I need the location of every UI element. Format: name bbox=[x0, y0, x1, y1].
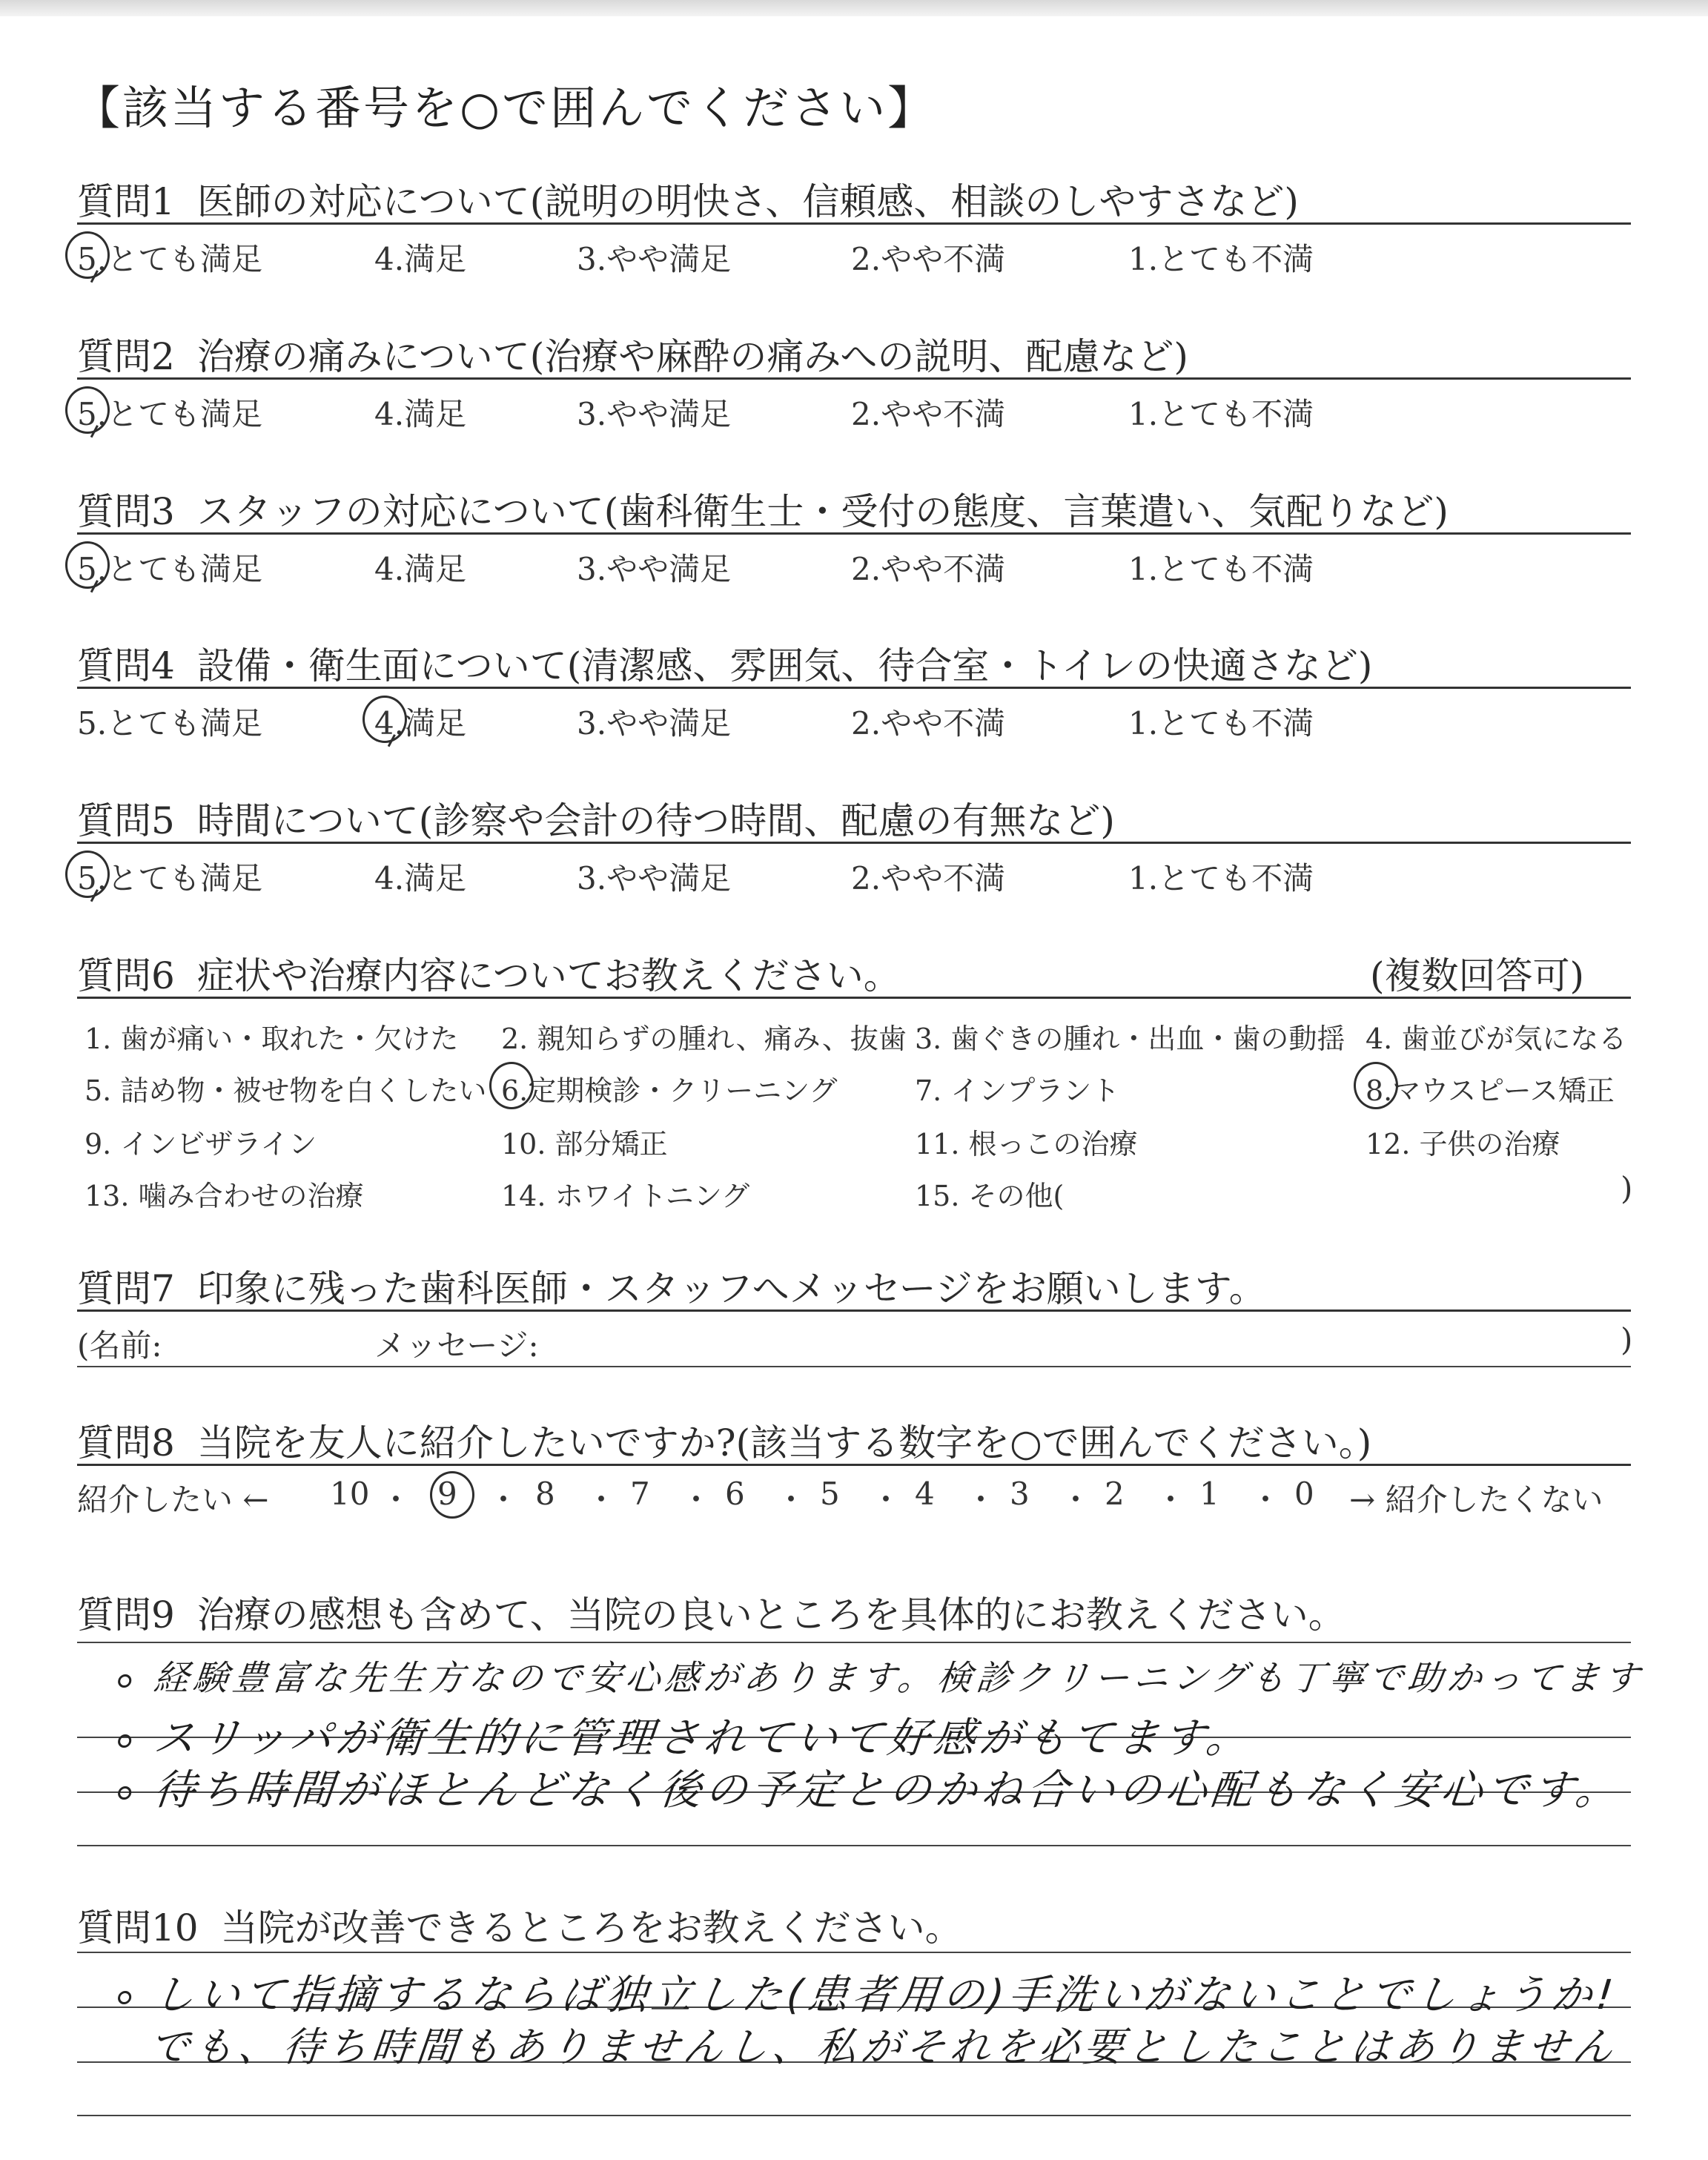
question-heading bbox=[77, 327, 1188, 380]
score-separator: ・ bbox=[380, 1482, 412, 1518]
score-separator: ・ bbox=[488, 1482, 520, 1518]
symptom-option[interactable]: 12. 子供の治療 bbox=[1366, 1128, 1560, 1160]
symptom-option[interactable]: 10. 部分矯正 bbox=[501, 1128, 668, 1160]
rating-option[interactable]: 1.とても不満 bbox=[1128, 860, 1314, 896]
question-number: 質問9 bbox=[77, 1593, 175, 1636]
selection-circle bbox=[1354, 1062, 1398, 1109]
rating-option[interactable]: 3.やや満足 bbox=[577, 860, 732, 896]
other-close-paren: ) bbox=[1621, 1170, 1633, 1206]
recommend-score[interactable]: 8 bbox=[535, 1476, 555, 1512]
question-underline bbox=[77, 532, 1631, 535]
question-heading bbox=[77, 1259, 1266, 1312]
question-number: 質問2 bbox=[77, 335, 175, 378]
selection-circle bbox=[430, 1471, 474, 1519]
question-number: 質問7 bbox=[77, 1267, 175, 1310]
rating-option[interactable]: 5.とても満足 bbox=[77, 241, 263, 277]
handwritten-answer bbox=[116, 2015, 1621, 2073]
recommend-score[interactable]: 9 bbox=[437, 1476, 457, 1512]
question-heading bbox=[77, 1898, 962, 1952]
question-number: 質問5 bbox=[77, 799, 175, 842]
rating-option[interactable]: 3.やや満足 bbox=[577, 396, 732, 432]
recommend-score[interactable]: 5 bbox=[820, 1476, 840, 1512]
score-separator: ・ bbox=[586, 1482, 618, 1518]
symptom-option[interactable]: 9. インビザライン bbox=[85, 1128, 317, 1160]
question-text: 当院を友人に紹介したいですか?(該当する数字を○で囲んでください。) bbox=[196, 1421, 1372, 1464]
symptom-option[interactable]: 8.マウスピース矯正 bbox=[1366, 1074, 1615, 1107]
handwritten-answer bbox=[116, 1962, 1621, 2021]
answer-line bbox=[77, 1642, 1631, 1643]
rating-option[interactable]: 2.やや不満 bbox=[851, 551, 1006, 587]
question-text: 症状や治療内容についてお教えください。 bbox=[196, 954, 901, 997]
rating-option[interactable]: 2.やや不満 bbox=[851, 860, 1006, 896]
selection-circle bbox=[363, 696, 407, 743]
question-text: 設備・衛生面について(清潔感、雰囲気、待合室・トイレの快適さなど) bbox=[196, 644, 1373, 687]
score-separator: ・ bbox=[870, 1482, 902, 1518]
answer-text: しいて指摘するならば独立した(患者用の)手洗いがないことでしょうか! bbox=[151, 1971, 1620, 2018]
recommend-score[interactable]: 1 bbox=[1199, 1476, 1219, 1512]
bullet-dot bbox=[117, 1734, 132, 1748]
selection-circle bbox=[65, 851, 110, 898]
answer-line bbox=[77, 1952, 1631, 1953]
rating-option[interactable]: 2.やや不満 bbox=[851, 241, 1006, 277]
question-text: 治療の感想も含めて、当院の良いところを具体的にお教えください。 bbox=[196, 1593, 1345, 1636]
rating-option[interactable]: 1.とても不満 bbox=[1128, 705, 1314, 742]
multiple-answer-note: (複数回答可) bbox=[1370, 954, 1585, 997]
symptom-option[interactable]: 7. インプラント bbox=[915, 1074, 1120, 1107]
symptom-option[interactable]: 6.定期検診・クリーニング bbox=[501, 1074, 838, 1107]
handwritten-answer bbox=[116, 1651, 1646, 1700]
rating-option[interactable]: 2.やや不満 bbox=[851, 396, 1006, 432]
answer-text: でも、待ち時間もありませんし、私がそれを必要としたことはありません bbox=[147, 2024, 1620, 2070]
question-text: スタッフの対応について(歯科衛生士・受付の態度、言葉遣い、気配りなど) bbox=[196, 490, 1449, 533]
selection-circle bbox=[489, 1062, 534, 1109]
rating-option[interactable]: 5.とても満足 bbox=[77, 860, 263, 896]
symptom-option[interactable]: 1. 歯が痛い・取れた・欠けた bbox=[85, 1023, 459, 1055]
rating-option[interactable]: 3.やや満足 bbox=[577, 551, 732, 587]
question-heading bbox=[77, 172, 1299, 225]
question-heading bbox=[77, 791, 1115, 845]
recommend-left-label: 紹介したい ← bbox=[77, 1482, 269, 1518]
question-text: 治療の痛みについて(治療や麻酔の痛みへの説明、配慮など) bbox=[196, 335, 1188, 378]
message-label: メッセージ: bbox=[374, 1327, 539, 1364]
question-heading bbox=[77, 1585, 1345, 1639]
rating-option[interactable]: 3.やや満足 bbox=[577, 241, 732, 277]
rating-option[interactable]: 5.とても満足 bbox=[77, 396, 263, 432]
rating-option[interactable]: 4.満足 bbox=[374, 396, 467, 432]
symptom-option[interactable]: 15. その他( bbox=[915, 1180, 1065, 1212]
selection-circle bbox=[65, 231, 110, 279]
page-title: 【該当する番号を○で囲んでください】 bbox=[74, 81, 936, 135]
symptom-option[interactable]: 13. 噛み合わせの治療 bbox=[85, 1180, 364, 1212]
question-underline bbox=[77, 1309, 1631, 1312]
question-heading bbox=[77, 482, 1449, 535]
answer-line bbox=[77, 1845, 1631, 1846]
answer-text: スリッパが衛生的に管理されていて好感がもてます。 bbox=[151, 1714, 1255, 1763]
question-text: 当院が改善できるところをお教えください。 bbox=[220, 1906, 962, 1949]
question-heading bbox=[77, 946, 901, 1000]
answer-line bbox=[77, 2115, 1631, 2116]
rating-option[interactable]: 4.満足 bbox=[374, 551, 467, 587]
question-number: 質問8 bbox=[77, 1421, 175, 1464]
selection-circle bbox=[65, 541, 110, 589]
answer-text: 待ち時間がほとんどなく後の予定とのかね合いの心配もなく安心です。 bbox=[151, 1766, 1624, 1814]
score-separator: ・ bbox=[681, 1482, 712, 1518]
question-underline bbox=[77, 997, 1631, 999]
selection-circle bbox=[65, 386, 110, 434]
recommend-score[interactable]: 6 bbox=[725, 1476, 745, 1512]
rating-option[interactable]: 5.とても満足 bbox=[77, 705, 263, 742]
message-close-paren: ) bbox=[1621, 1321, 1633, 1358]
symptom-option[interactable]: 14. ホワイトニング bbox=[501, 1180, 750, 1212]
rating-option[interactable]: 3.やや満足 bbox=[577, 705, 732, 742]
answer-text: 経験豊富な先生方なので安心感があります。検診クリーニングも丁寧で助かってます bbox=[151, 1658, 1646, 1699]
recommend-score[interactable]: 2 bbox=[1105, 1476, 1125, 1512]
recommend-score[interactable]: 0 bbox=[1294, 1476, 1314, 1512]
rating-option[interactable]: 1.とても不満 bbox=[1128, 551, 1314, 587]
symptom-option[interactable]: 5. 詰め物・被せ物を白くしたい bbox=[85, 1074, 487, 1107]
question-underline bbox=[77, 377, 1631, 380]
symptom-option[interactable]: 4. 歯並びが気になる bbox=[1366, 1023, 1627, 1055]
question-text: 印象に残った歯科医師・スタッフへメッセージをお願いします。 bbox=[196, 1267, 1266, 1310]
name-label: (名前: bbox=[77, 1327, 162, 1364]
question-number: 質問3 bbox=[77, 490, 175, 533]
recommend-score[interactable]: 4 bbox=[915, 1476, 935, 1512]
rating-option[interactable]: 4.満足 bbox=[374, 860, 467, 896]
question-number: 質問1 bbox=[77, 180, 175, 223]
recommend-score[interactable]: 7 bbox=[630, 1476, 650, 1512]
handwritten-answer bbox=[116, 1757, 1625, 1817]
recommend-score[interactable]: 3 bbox=[1010, 1476, 1030, 1512]
question-number: 質問10 bbox=[77, 1906, 199, 1949]
bullet-dot bbox=[117, 1786, 132, 1800]
symptom-option[interactable]: 3. 歯ぐきの腫れ・出血・歯の動揺 bbox=[915, 1023, 1345, 1055]
rating-option[interactable]: 4.満足 bbox=[374, 705, 467, 742]
recommend-score[interactable]: 10 bbox=[330, 1476, 370, 1512]
question-text: 時間について(診察や会計の待つ時間、配慮の有無など) bbox=[196, 799, 1115, 842]
question-heading bbox=[77, 636, 1372, 690]
question-text: 医師の対応について(説明の明快さ、信頼感、相談のしやすさなど) bbox=[196, 180, 1299, 223]
symptom-option[interactable]: 2. 親知らずの腫れ、痛み、抜歯 bbox=[501, 1023, 907, 1055]
score-separator: ・ bbox=[1250, 1482, 1282, 1518]
question-underline bbox=[77, 1464, 1631, 1466]
rating-option[interactable]: 4.満足 bbox=[374, 241, 467, 277]
rating-option[interactable]: 5.とても満足 bbox=[77, 551, 263, 587]
score-separator: ・ bbox=[1155, 1482, 1187, 1518]
question-number: 質問4 bbox=[77, 644, 175, 687]
score-separator: ・ bbox=[1060, 1482, 1092, 1518]
question-underline bbox=[77, 842, 1631, 844]
symptom-option[interactable]: 11. 根っこの治療 bbox=[915, 1128, 1138, 1160]
question-underline bbox=[77, 687, 1631, 689]
score-separator: ・ bbox=[775, 1482, 807, 1518]
rating-option[interactable]: 1.とても不満 bbox=[1128, 396, 1314, 432]
rating-option[interactable]: 1.とても不満 bbox=[1128, 241, 1314, 277]
rating-option[interactable]: 2.やや不満 bbox=[851, 705, 1006, 742]
question-heading bbox=[77, 1413, 1371, 1467]
score-separator: ・ bbox=[965, 1482, 997, 1518]
question-number: 質問6 bbox=[77, 954, 175, 997]
bullet-dot bbox=[117, 1674, 132, 1688]
handwritten-answer bbox=[116, 1705, 1256, 1765]
question-underline bbox=[77, 222, 1631, 225]
message-underline bbox=[77, 1366, 1631, 1367]
bullet-dot bbox=[117, 1991, 132, 2004]
recommend-right-label: → 紹介したくない bbox=[1349, 1482, 1603, 1518]
